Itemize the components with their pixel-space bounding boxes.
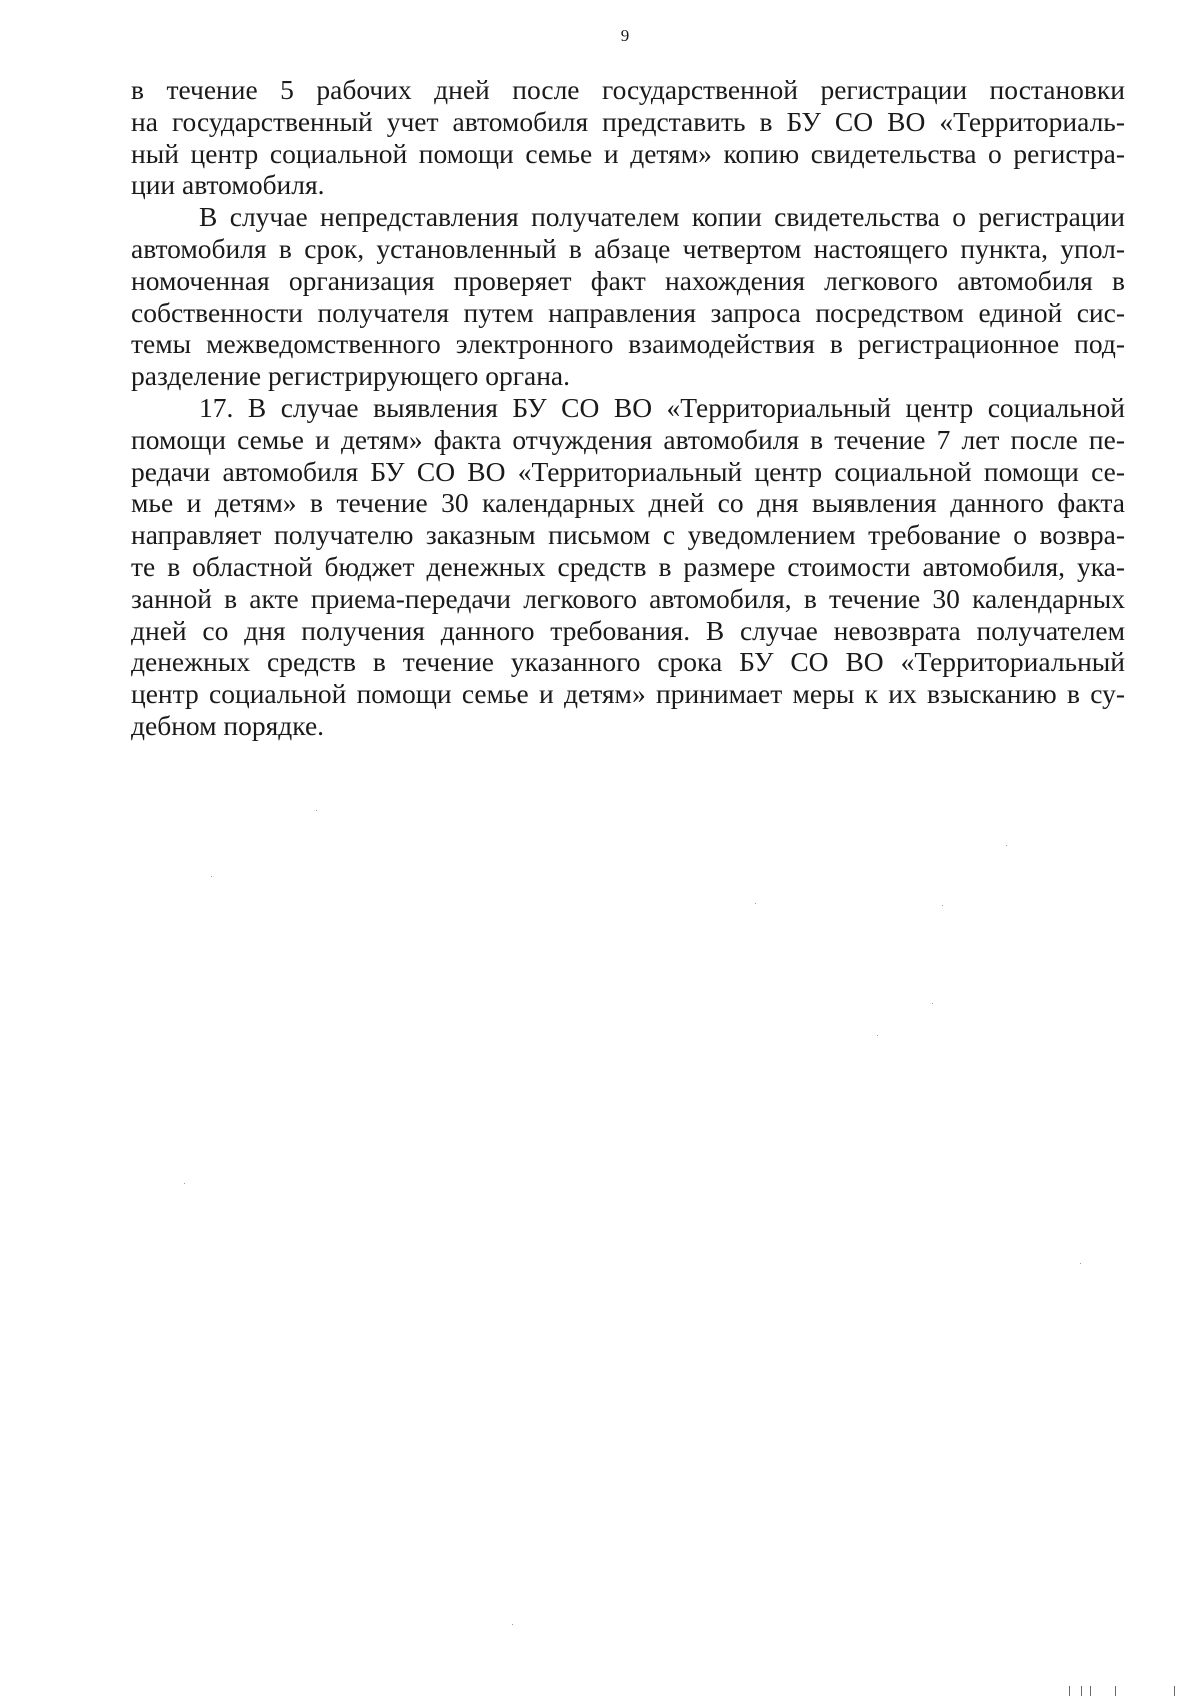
- scan-speck: [877, 1035, 878, 1036]
- text-line: номоченная организация проверяет факт нахождения легкового автомобиля в: [131, 264, 1125, 296]
- text-line: собственности получателя путем направления запроса посредством единой сис-: [131, 296, 1125, 328]
- scan-edge-mark: [1081, 1686, 1082, 1696]
- paragraph-1: [131, 74, 1125, 201]
- text-line: темы межведомственного электронного взаимодействия в регистрационное под-: [131, 328, 1125, 360]
- scan-speck: [512, 1624, 513, 1625]
- document-body: [131, 74, 1125, 742]
- scan-speck: [755, 903, 756, 904]
- text-line: дебном порядке.: [131, 709, 325, 741]
- text-line: В случае непредставления получателем копии свидетельства о регистрации: [199, 201, 1125, 233]
- scan-edge-mark: [1090, 1686, 1091, 1696]
- text-line: центр социальной помощи семье и детям» принимает меры к их взысканию в су-: [131, 678, 1125, 710]
- scan-speck: [184, 1183, 185, 1184]
- scan-speck: [316, 810, 317, 811]
- text-line: на государственный учет автомобиля представить в БУ СО ВО «Территориаль-: [131, 105, 1125, 137]
- scan-speck: [1080, 1263, 1081, 1264]
- page-number: 9: [620, 26, 630, 45]
- text-line: помощи семье и детям» факта отчуждения автомобиля в течение 7 лет после пе-: [131, 423, 1125, 455]
- scan-edge-mark: [1115, 1686, 1116, 1696]
- text-line: дней со дня получения данного требования. В случае невозврата получателем: [131, 614, 1125, 646]
- text-line: занной в акте приема-передачи легкового автомобиля, в течение 30 календарных: [131, 582, 1125, 614]
- text-line: направляет получателю заказным письмом с уведомлением требование о возвра-: [131, 519, 1125, 551]
- text-line: в течение 5 рабочих дней после государственной регистрации постановки: [131, 74, 1125, 105]
- text-line: мье и детям» в течение 30 календарных дней со дня выявления данного факта: [131, 487, 1125, 519]
- scan-edge-mark: [1069, 1686, 1070, 1696]
- paragraph-3: [131, 392, 1125, 742]
- text-line: разделение регистрирующего органа.: [131, 360, 571, 392]
- text-line: 17. В случае выявления БУ СО ВО «Территориальный центр социальной: [199, 391, 1125, 423]
- paragraph-2: [131, 201, 1125, 392]
- text-line: ный центр социальной помощи семье и детям» копию свидетельства о регистра-: [131, 137, 1125, 169]
- scan-speck: [942, 905, 943, 906]
- scan-edge-mark: [1174, 1686, 1175, 1696]
- text-line: редачи автомобиля БУ СО ВО «Территориальный центр социальной помощи се-: [131, 455, 1125, 487]
- scan-speck: [1006, 845, 1007, 846]
- text-line: ции автомобиля.: [131, 169, 325, 201]
- scan-speck: [211, 876, 212, 877]
- scan-speck: [932, 1003, 933, 1004]
- text-line: те в областной бюджет денежных средств в размере стоимости автомобиля, ука-: [131, 550, 1125, 582]
- text-line: автомобиля в срок, установленный в абзаце четвертом настоящего пункта, упол-: [131, 232, 1125, 264]
- text-line: денежных средств в течение указанного срока БУ СО ВО «Территориальный: [131, 646, 1125, 678]
